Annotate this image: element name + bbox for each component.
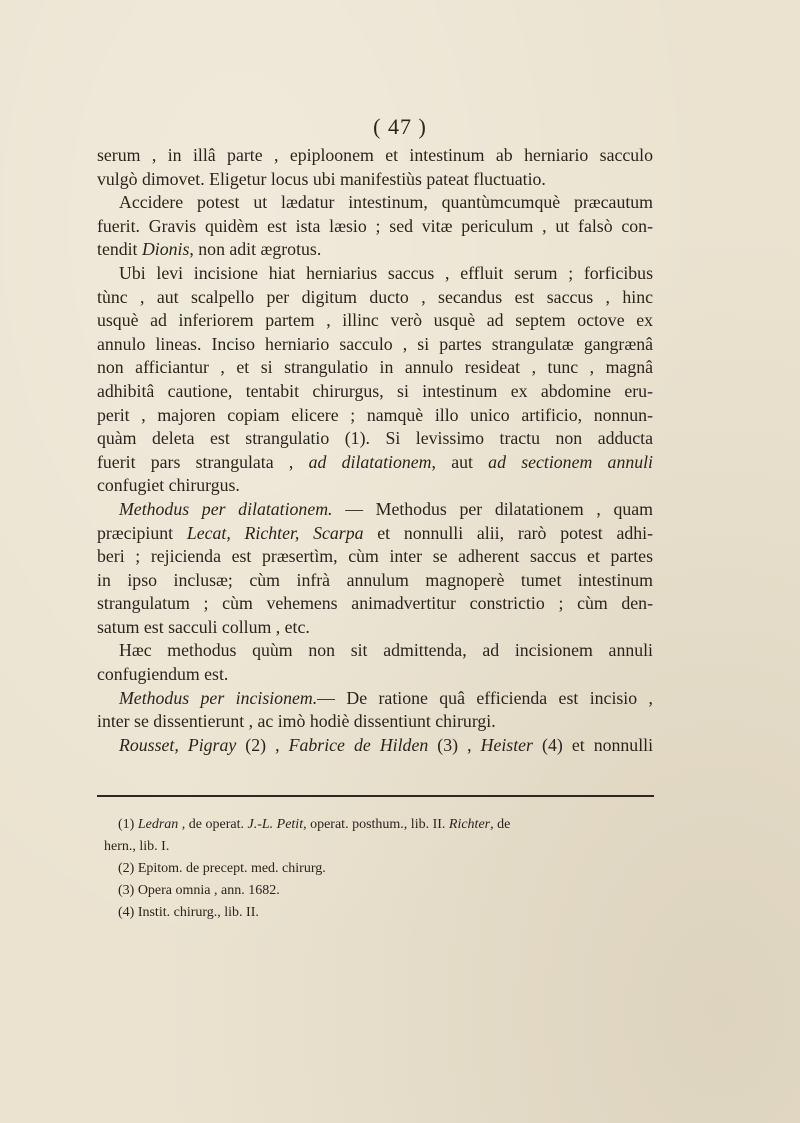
text-line: fuerit pars strangulata , ad dilatationem, aut ad sectionem annuli bbox=[97, 451, 653, 472]
text-line: confugiet chirurgus. bbox=[97, 475, 240, 496]
text-line: Hæc methodus quùm non sit admittenda, ad incisionem annuli bbox=[119, 640, 653, 661]
text-line: præcipiunt Lecat, Richter, Scarpa et nonnulli alii, rarò potest adhi- bbox=[97, 522, 653, 543]
footnote: (3) Opera omnia , ann. 1682. bbox=[118, 883, 280, 898]
text-line: non afficiantur , et si strangulatio in annulo resideat , tunc , magnâ bbox=[97, 357, 653, 378]
footnotes bbox=[104, 814, 658, 924]
footnote: (4) Instit. chirurg., lib. II. bbox=[118, 905, 259, 920]
footnote-continuation: hern., lib. I. bbox=[104, 839, 170, 854]
author-names: Rousset, Pigray bbox=[119, 734, 237, 755]
page-number: ( 47 ) bbox=[373, 114, 427, 139]
italic-phrase: ad dilatationem bbox=[308, 451, 432, 472]
text-line: Ubi levi incisione hiat herniarius saccus , effluit serum ; forficibus bbox=[119, 262, 653, 283]
text-line: inter se dissentierunt , ac imò hodiè dissentiunt chirurgi. bbox=[97, 711, 496, 732]
section-heading: Methodus per dilatationem. bbox=[119, 498, 333, 519]
author-name: Ledran bbox=[137, 817, 179, 832]
text-line: usquè ad inferiorem partem , illinc verò usquè ad septem octove ex bbox=[97, 310, 653, 331]
author-name: Dionis bbox=[141, 239, 190, 260]
text-line: quàm deleta est strangulatio (1). Si levissimo tractu non adducta bbox=[97, 428, 653, 449]
text-line: Accidere potest ut lædatur intestinum, quantùmcumquè præcautum bbox=[119, 192, 653, 213]
italic-phrase: ad sectionem annuli bbox=[488, 451, 653, 472]
text-line: Rousset, Pigray (2) , Fabrice de Hilden (3) , Heister (4) et nonnulli bbox=[119, 734, 654, 755]
author-name: Fabrice de Hilden bbox=[288, 734, 429, 755]
text-line: annulo lineas. Inciso herniario sacculo , si partes strangulatæ gangrænâ bbox=[97, 333, 653, 354]
text-line: beri ; rejicienda est præsertìm, cùm inter se adherent saccus et partes bbox=[97, 546, 653, 567]
footnote: (1) Ledran , de operat. J.-L. Petit, operat. posthum., lib. II. Richter, de bbox=[118, 817, 511, 832]
text-line: tendit Dionis, non adit ægrotus. bbox=[97, 239, 322, 260]
body-text bbox=[97, 144, 653, 757]
text-line: adhibitâ cautione, tentabit chirurgus, si intestinum ex abdomine eru- bbox=[97, 380, 653, 401]
footnote-rule bbox=[97, 795, 654, 797]
text-line: confugiendum est. bbox=[97, 664, 229, 685]
author-names: Lecat, Richter, Scarpa bbox=[186, 522, 364, 543]
text-line: fuerit. Gravis quidèm est ista læsio ; sed vitæ periculum , ut falsò con- bbox=[97, 215, 653, 236]
section-heading-line: Methodus per incisionem.— De ratione quâ efficienda est incisio , bbox=[119, 687, 653, 708]
text-line: in ipso inclusæ; cùm infrà annulum magnoperè tumet intestinum bbox=[97, 569, 653, 590]
text-line: strangulatum ; cùm vehemens animadvertitur constrictio ; cùm den- bbox=[97, 593, 653, 614]
text-line: vulgò dimovet. Eligetur locus ubi manifestiùs pateat fluctuatio. bbox=[97, 168, 546, 189]
text-line: serum , in illâ parte , epiploonem et intestinum ab herniario sacculo bbox=[97, 145, 653, 165]
author-name: Richter bbox=[448, 817, 491, 832]
text-line: satum est sacculi collum , etc. bbox=[97, 616, 310, 637]
text-line: tùnc , aut scalpello per digitum ducto , secandus est saccus , hinc bbox=[97, 286, 653, 307]
section-heading: Methodus per incisionem. bbox=[119, 687, 318, 708]
author-name: J.-L. Petit bbox=[247, 817, 304, 832]
text-line: perit , majoren copiam elicere ; namquè illo unico artificio, nonnun- bbox=[97, 404, 653, 425]
footnote: (2) Epitom. de precept. med. chirurg. bbox=[118, 861, 326, 876]
section-heading-line: Methodus per dilatationem. — Methodus per dilatationem , quam bbox=[119, 498, 653, 519]
author-name: Heister bbox=[480, 734, 533, 755]
